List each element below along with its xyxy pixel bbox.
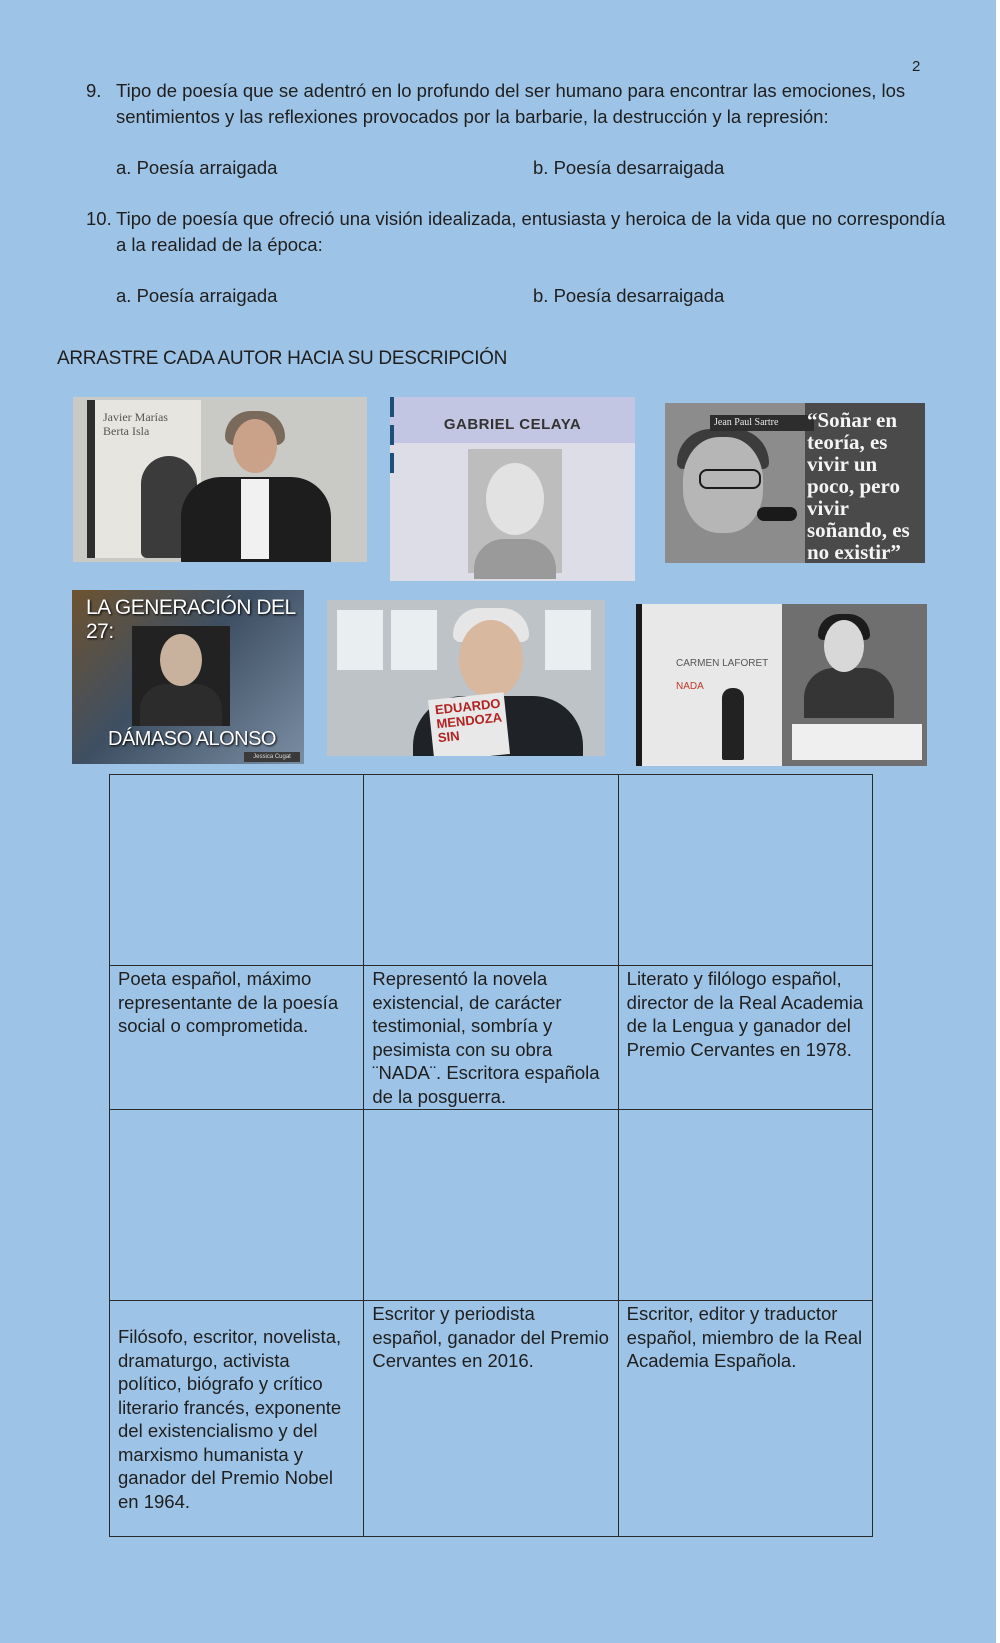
accent-bars <box>390 397 394 477</box>
cover-author: CARMEN LAFORET <box>676 658 769 669</box>
credit: Jessica Cugat <box>244 752 300 762</box>
drop-zone-6[interactable] <box>618 1110 872 1301</box>
book-text: EDUARDO MENDOZA SIN <box>434 695 503 746</box>
photo-gabriel-celaya[interactable] <box>390 397 635 581</box>
photo-eduardo-mendoza[interactable] <box>327 600 605 756</box>
description-cell: Representó la novela existencial, de carácter testimonial, sombría y pesimista con su obra ¨NADA¨. Escritora española de la posguerra. <box>364 966 618 1110</box>
description-cell: Literato y filólogo español, director de la Real Academia de la Lengua y ganador del Premio Cervantes en 1978. <box>618 966 872 1110</box>
page-number: 2 <box>912 58 921 75</box>
q9-option-b[interactable]: b. Poesía desarraigada <box>533 157 725 178</box>
photo-damaso-alonso[interactable] <box>72 590 304 764</box>
photo-header: Jean Paul Sartre <box>710 415 814 431</box>
drop-row <box>110 775 873 966</box>
description-cell: Poeta español, máximo representante de la poesía social o comprometida. <box>110 966 364 1110</box>
section-title: ARRASTRE CADA AUTOR HACIA SU DESCRIPCIÓN <box>57 348 508 369</box>
question-number: 9. <box>86 80 102 101</box>
q10-option-a[interactable]: a. Poesía arraigada <box>116 285 278 306</box>
book-subtitle: Berta Isla <box>103 424 150 438</box>
quote: “Soñar en teoría, es vivir un poco, pero vivir soñando, es no existir” <box>807 408 910 563</box>
q10-option-b[interactable]: b. Poesía desarraigada <box>533 285 725 306</box>
photo-javier-marias[interactable] <box>73 397 367 562</box>
drop-zone-1[interactable] <box>110 775 364 966</box>
person-head <box>459 620 523 698</box>
drop-zone-4[interactable] <box>110 1110 364 1301</box>
question-text: Tipo de poesía que ofreció una visión idealizada, entusiasta y heroica de la vida que no correspondía a la realidad de la época: <box>116 208 946 255</box>
caption: GABRIEL CELAYA <box>443 416 582 433</box>
person-head <box>233 419 277 473</box>
description-row <box>110 966 873 1110</box>
pipe-icon <box>757 507 797 521</box>
drop-zone-5[interactable] <box>364 1110 618 1301</box>
question-text: Tipo de poesía que se adentró en lo profundo del ser humano para encontrar las emociones, los sentimientos y las reflexiones provocados por la barbarie, la destrucción y la represión: <box>116 80 906 127</box>
glasses-icon <box>699 469 761 489</box>
shirt <box>241 479 269 559</box>
book <box>428 692 510 756</box>
description-cell: Escritor, editor y traductor español, miembro de la Real Academia Española. <box>618 1301 872 1537</box>
photo-sartre[interactable] <box>665 403 925 563</box>
photo-carmen-laforet[interactable] <box>636 604 927 766</box>
portrait <box>132 626 230 726</box>
photo-title: LA GENERACIÓN DEL 27: <box>86 596 295 643</box>
cover-title: NADA <box>676 681 704 692</box>
description-cell: Escritor y periodista español, ganador del Premio Cervantes en 2016. <box>364 1301 618 1537</box>
description-row <box>110 1301 873 1537</box>
portrait <box>468 449 562 573</box>
matching-table <box>109 774 873 1537</box>
page-edge <box>996 0 1000 1643</box>
question-number: 10. <box>86 208 112 229</box>
photo-name: DÁMASO ALONSO <box>108 728 276 750</box>
drop-zone-3[interactable] <box>618 775 872 966</box>
drop-row <box>110 1110 873 1301</box>
book-cover <box>636 604 784 766</box>
book-title: Javier Marías <box>103 410 168 424</box>
portrait <box>782 604 927 766</box>
q9-option-a[interactable]: a. Poesía arraigada <box>116 157 278 178</box>
drop-zone-2[interactable] <box>364 775 618 966</box>
description-cell: Filósofo, escritor, novelista, dramaturgo, activista político, biógrafo y crítico literario francés, exponente del existencialismo y del marxismo humanista y ganador del Premio Nobel en 1964. <box>110 1301 364 1537</box>
